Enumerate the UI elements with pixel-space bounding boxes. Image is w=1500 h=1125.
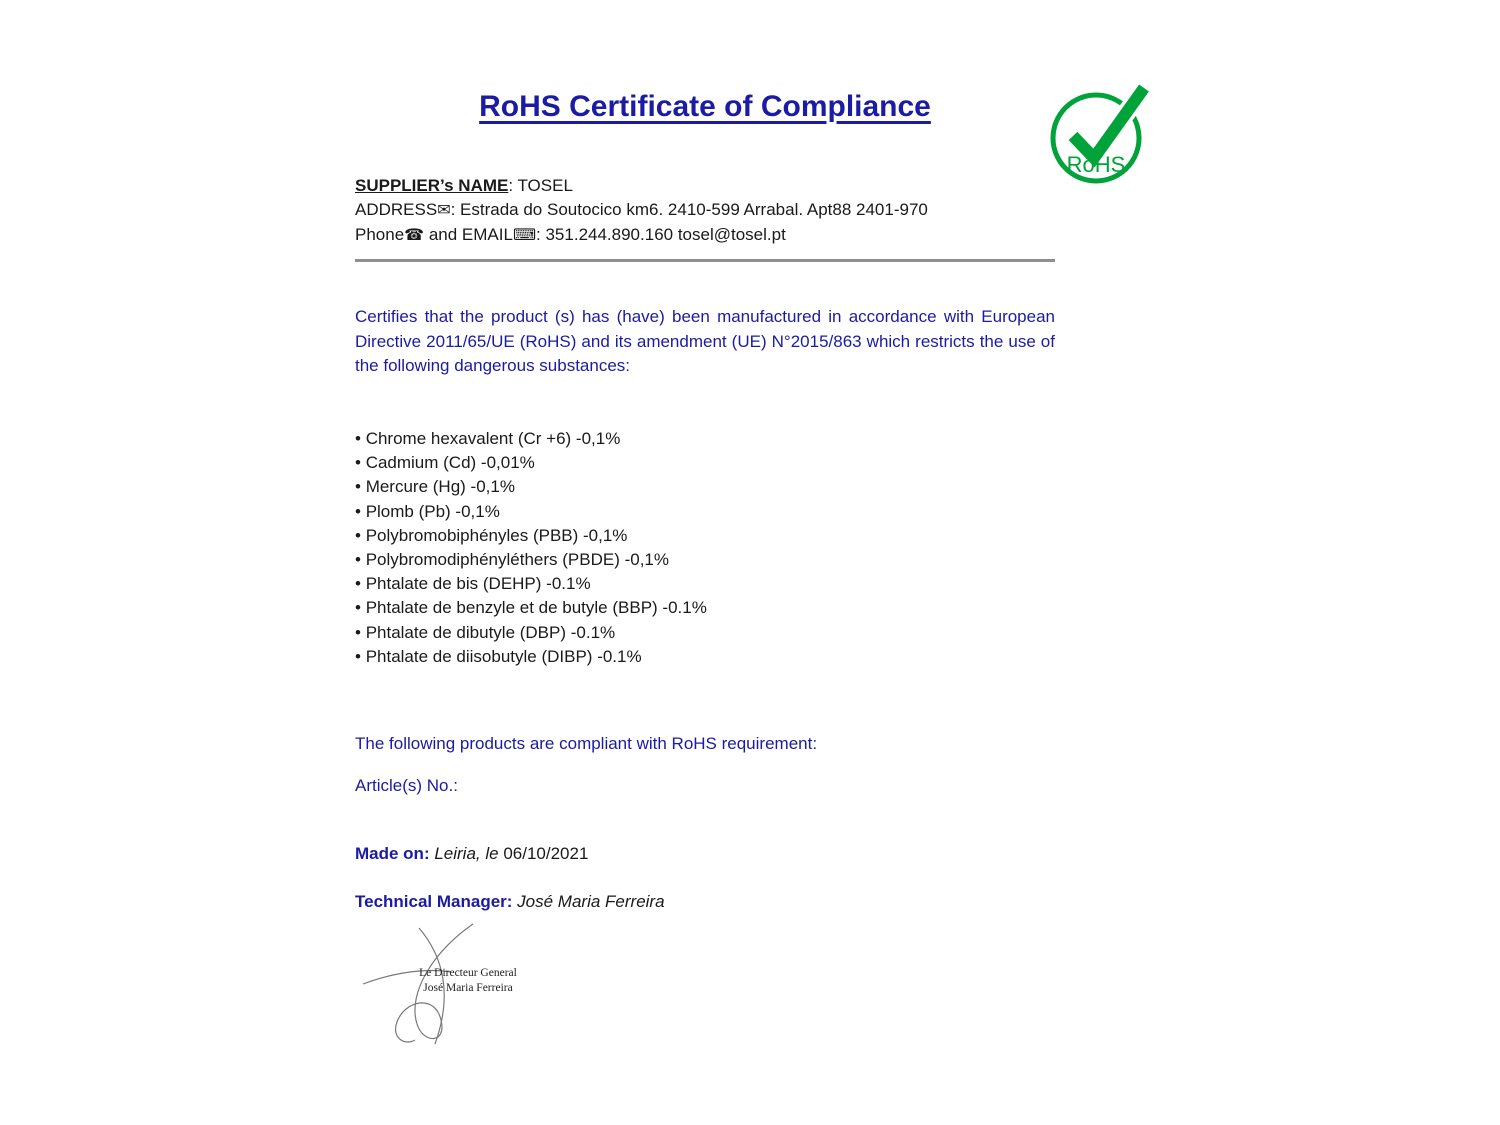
made-on-date: 06/10/2021 bbox=[498, 844, 589, 863]
supplier-address-line bbox=[355, 198, 1055, 223]
made-on-label: Made on: bbox=[355, 844, 430, 863]
rohs-check-icon bbox=[1050, 80, 1152, 186]
substance-item: • Phtalate de dibutyle (DBP) -0.1% bbox=[355, 621, 1055, 645]
technical-manager-line bbox=[355, 892, 665, 912]
substance-item: • Phtalate de diisobutyle (DIBP) -0.1% bbox=[355, 645, 1055, 669]
phone-icon: ☎ bbox=[404, 227, 425, 244]
technical-manager-name: José Maria Ferreira bbox=[512, 892, 665, 911]
signature-title: Le Directeur General bbox=[419, 967, 517, 979]
substance-item: • Plomb (Pb) -0,1% bbox=[355, 500, 1055, 524]
substance-item: • Cadmium (Cd) -0,01% bbox=[355, 451, 1055, 475]
signature-name: José Maria Ferreira bbox=[423, 982, 513, 994]
rohs-logo-label: RoHS bbox=[1066, 152, 1126, 177]
signature-text bbox=[393, 966, 543, 996]
substance-item: • Chrome hexavalent (Cr +6) -0,1% bbox=[355, 427, 1055, 451]
computer-icon: ⌨ bbox=[512, 227, 537, 244]
header-divider bbox=[355, 259, 1055, 262]
supplier-name-label: SUPPLIER’s NAME bbox=[355, 176, 509, 195]
substance-item: • Phtalate de bis (DEHP) -0.1% bbox=[355, 572, 1055, 596]
certification-paragraph: Certifies that the product (s) has (have) been manufactured in accordance with European Directive 2011/65/UE (RoHS) and its amendment (UE) N°2015/863 which restricts the use of the following dangerous substances: bbox=[355, 307, 1055, 375]
envelope-icon: ✉ bbox=[437, 202, 451, 219]
made-on-line bbox=[355, 844, 588, 864]
address-value: : Estrada do Soutocico km6. 2410-599 Arrabal. Apt88 2401-970 bbox=[450, 200, 928, 219]
phone-label: Phone bbox=[355, 225, 405, 244]
substances-list bbox=[355, 427, 1055, 669]
technical-manager-label: Technical Manager: bbox=[355, 892, 513, 911]
phone-email-value: : 351.244.890.160 tosel@tosel.pt bbox=[536, 225, 786, 244]
address-label: ADDRESS bbox=[355, 200, 438, 219]
made-on-place: Leiria, le bbox=[429, 844, 499, 863]
supplier-name-value: : TOSEL bbox=[508, 176, 573, 195]
substance-item: • Polybromobiphényles (PBB) -0,1% bbox=[355, 524, 1055, 548]
article-number-line: Article(s) No.: bbox=[355, 776, 458, 795]
substance-item: • Mercure (Hg) -0,1% bbox=[355, 475, 1055, 499]
signature-block bbox=[355, 922, 565, 1052]
page-title: RoHS Certificate of Compliance bbox=[479, 90, 931, 123]
supplier-block bbox=[355, 174, 1055, 248]
compliance-statement: The following products are compliant with RoHS requirement: bbox=[355, 734, 818, 753]
substance-item: • Phtalate de benzyle et de butyle (BBP) -0.1% bbox=[355, 596, 1055, 620]
substance-item: • Polybromodiphényléthers (PBDE) -0,1% bbox=[355, 548, 1055, 572]
rohs-logo bbox=[1050, 80, 1152, 186]
and-email-label: and EMAIL bbox=[424, 225, 513, 244]
supplier-name-line bbox=[355, 174, 1055, 198]
supplier-contact-line bbox=[355, 223, 1055, 248]
